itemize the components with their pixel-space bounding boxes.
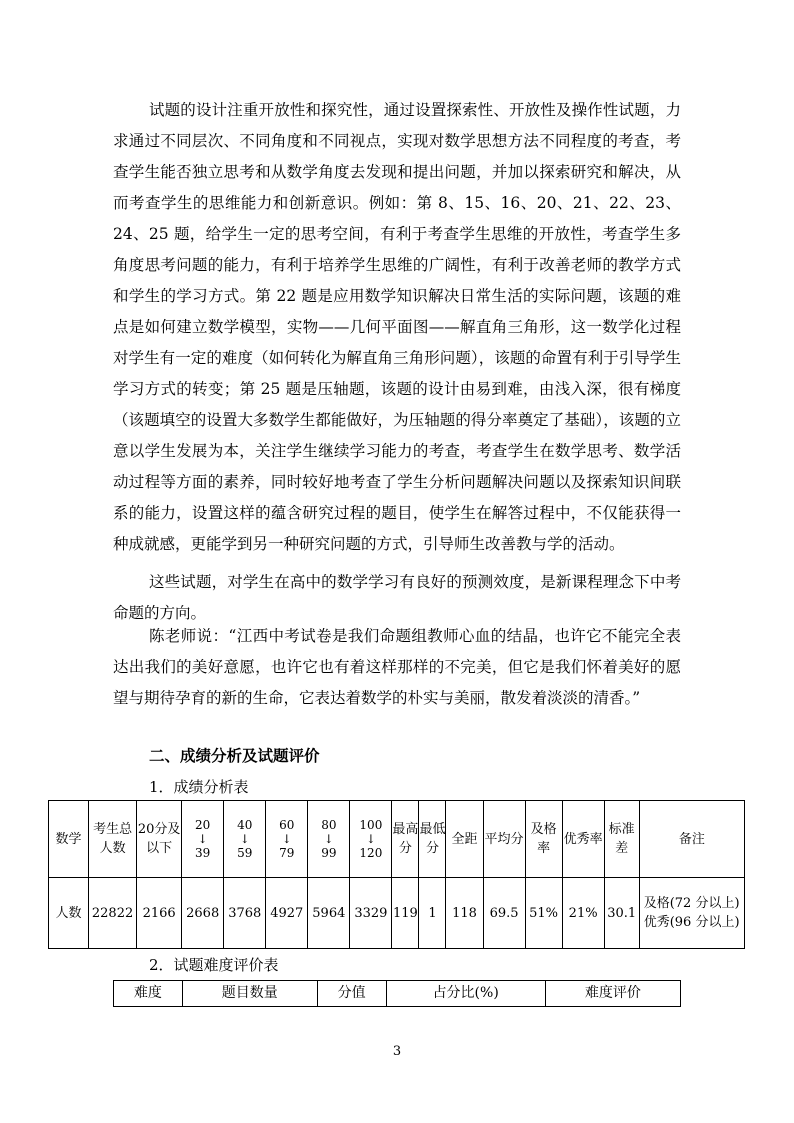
page-number: 3: [392, 1044, 402, 1059]
arrow-down-icon: ↓: [323, 832, 334, 846]
cell-min: 1: [419, 878, 446, 949]
header-min: 最低分: [419, 801, 446, 878]
header-difficulty: 难度: [114, 981, 183, 1007]
cell-r1: 2668: [182, 878, 224, 949]
arrow-down-icon: ↓: [365, 832, 376, 846]
cell-pass-rate: 51%: [525, 878, 562, 949]
table1-caption: 1．成绩分析表: [149, 778, 249, 796]
header-range: 全距: [446, 801, 483, 878]
header-subject: 数学: [49, 801, 89, 878]
header-range-100-120: 100 ↓ 120: [350, 801, 392, 878]
header-range-20-39: 20 ↓ 39: [182, 801, 224, 878]
header-note: 备注: [639, 801, 744, 878]
header-range-40-59: 40 ↓ 59: [224, 801, 266, 878]
cell-r0: 2166: [137, 878, 182, 949]
section-heading: 二、成绩分析及试题评价: [149, 746, 320, 765]
paragraph-prediction: 这些试题，对学生在高中的数学学习有良好的预测效度，是新课程理念下中考命题的方向。: [113, 573, 681, 622]
cell-note: 及格(72 分以上)优秀(96 分以上): [639, 878, 744, 949]
cell-r4: 5964: [308, 878, 350, 949]
header-max: 最高分: [392, 801, 419, 878]
paragraph-design: 试题的设计注重开放性和探究性，通过设置探索性、开放性及操作性试题，力求通过不同层次、不同角度和不同视点，实现对数学思想方法不同程度的考查，考查学生能否独立思考和从数学角度去发现和提出问题，并加以探索研究和解决，从而考查学生的思维能力和创新意识。例如：第 8、15、16、20、21、22、23、24、25 题，给学生一定的思考空间，有利于考查学生思维的开放性，考查学生多角度思考问题的能力，有利于培养学生思维的广阔性，有利于改善老师的教学方式和学生的学习方式。第 22 题是应用数学知识解决日常生活的实际问题，该题的难点是如何建立数学模型，实物——几何平面图——解直角三角形，这一数学化过程对学生有一定的难度（如何转化为解直角三角形问题），该题的命置有利于引导学生学习方式的转变；第 25 题是压轴题，该题的设计由易到难，由浅入深，很有梯度（该题填空的设置大多数学生都能做好，为压轴题的得分率奠定了基础），该题的立意以学生发展为本，关注学生继续学习能力的考查，考查学生在数学思考、数学活动过程等方面的素养，同时较好地考查了学生分析问题解决问题以及探索知识间联系的能力，设置这样的蕴含研究过程的题目，使学生在解答过程中，不仅能获得一种成就感，更能学到另一种研究问题的方式，引导师生改善教与学的活动。: [113, 101, 681, 553]
paragraph-quote: 陈老师说：“江西中考试卷是我们命题组教师心血的结晶，也许它不能完全表达出我们的美好意愿，也许它也有着这样那样的不完美，但它是我们怀着美好的愿望与期待孕育的新的生命，它表达着数学的朴实与美丽，散发着淡淡的清香。”: [113, 627, 681, 707]
cell-r5: 3329: [350, 878, 392, 949]
header-range-80-99: 80 ↓ 99: [308, 801, 350, 878]
header-total: 考生总人数: [89, 801, 137, 878]
arrow-down-icon: ↓: [239, 832, 250, 846]
header-range-0-20: 20分及以下: [137, 801, 182, 878]
header-score-percent: 占分比(%): [386, 981, 545, 1007]
arrow-down-icon: ↓: [281, 832, 292, 846]
table-header-row: [49, 801, 745, 878]
table-header-row: [114, 981, 681, 1007]
cell-r3: 4927: [266, 878, 308, 949]
header-pass-rate: 及格率: [525, 801, 562, 878]
difficulty-table: [113, 980, 681, 1007]
score-analysis-table: [48, 800, 745, 949]
cell-range: 118: [446, 878, 483, 949]
header-range-60-79: 60 ↓ 79: [266, 801, 308, 878]
cell-average: 69.5: [483, 878, 525, 949]
row-label: 人数: [49, 878, 89, 949]
cell-total: 22822: [89, 878, 137, 949]
header-question-count: 题目数量: [182, 981, 317, 1007]
header-score-value: 分值: [317, 981, 386, 1007]
header-average: 平均分: [483, 801, 525, 878]
cell-std: 30.1: [604, 878, 639, 949]
cell-excellent-rate: 21%: [562, 878, 604, 949]
cell-r2: 3768: [224, 878, 266, 949]
header-excellent-rate: 优秀率: [562, 801, 604, 878]
table-row: [49, 878, 745, 949]
arrow-down-icon: ↓: [197, 832, 208, 846]
cell-max: 119: [392, 878, 419, 949]
header-difficulty-evaluation: 难度评价: [545, 981, 680, 1007]
header-std: 标准差: [604, 801, 639, 878]
table2-caption: 2．试题难度评价表: [149, 956, 279, 974]
